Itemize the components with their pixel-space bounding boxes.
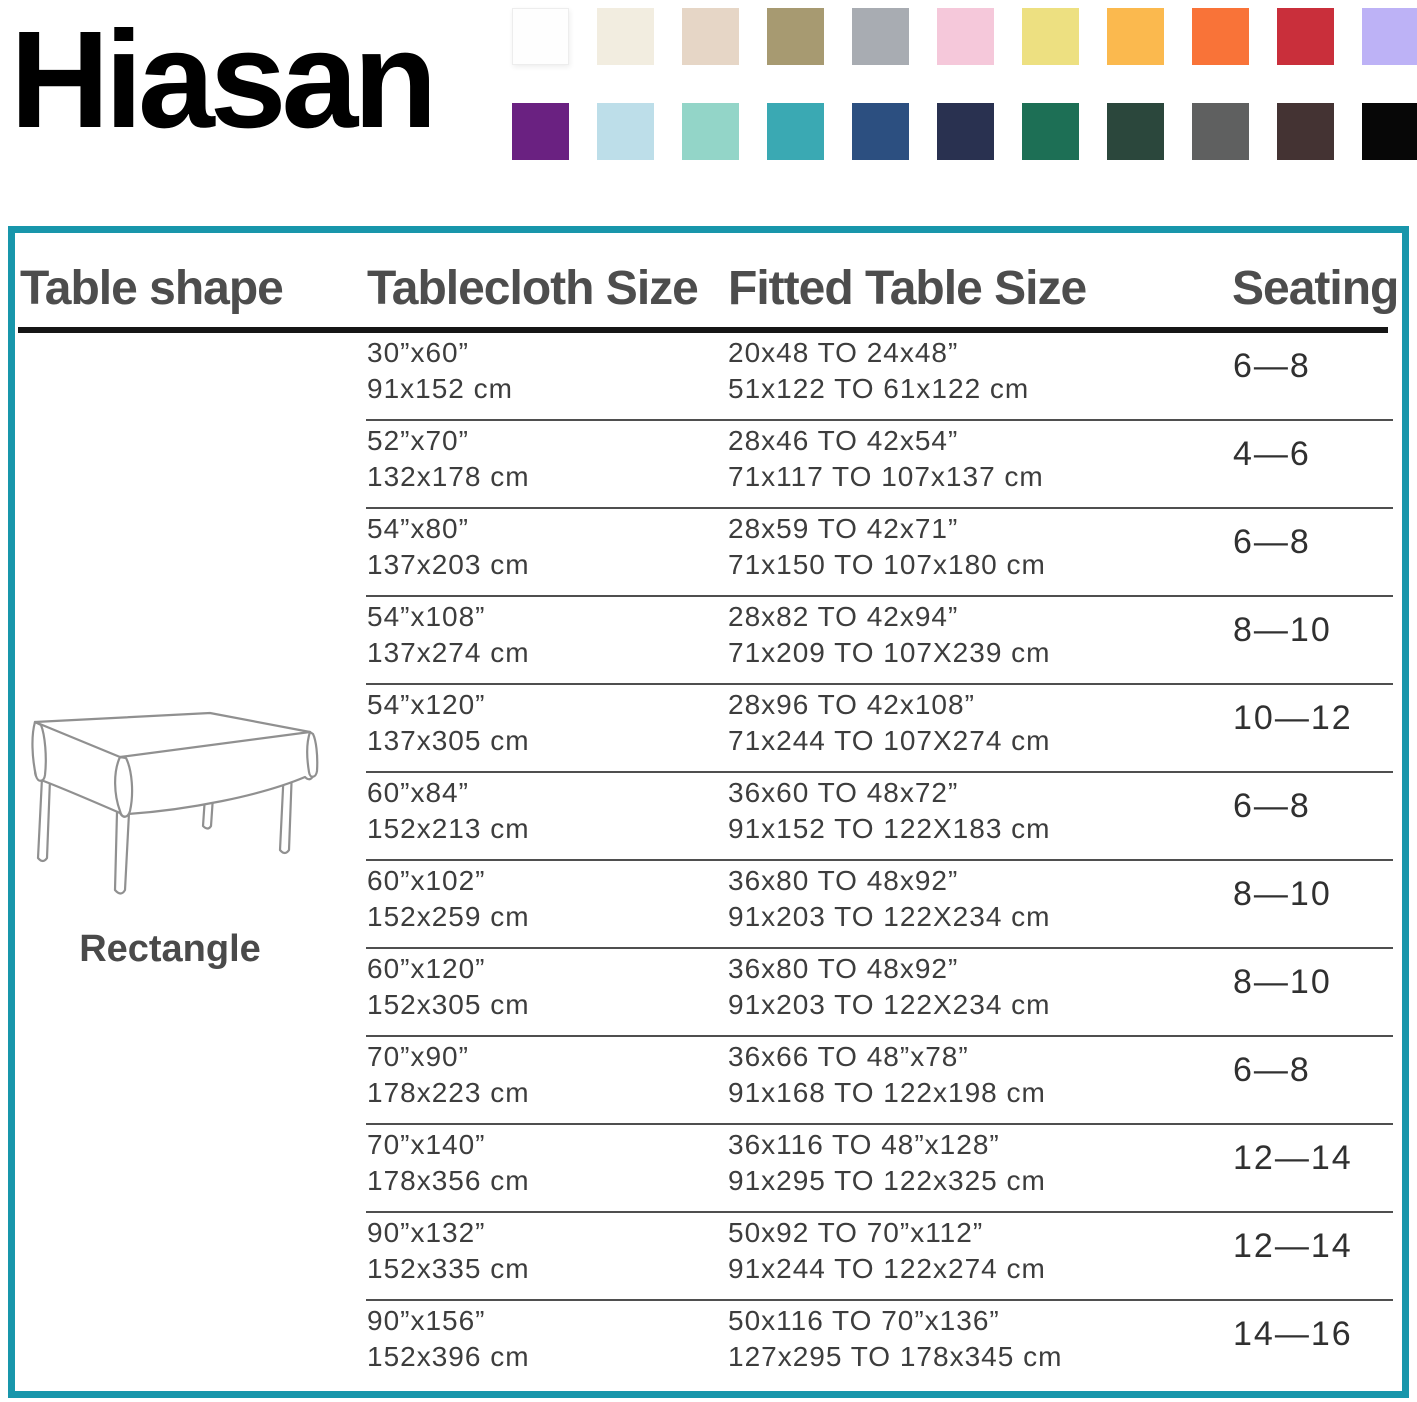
fitted-table-size-cm: 91x203 TO 122X234 cm xyxy=(728,901,1051,932)
swatch-red xyxy=(1277,8,1334,65)
size-chart-panel xyxy=(8,226,1409,1398)
seating-capacity: 8—10 xyxy=(1233,611,1332,649)
seating-capacity: 6—8 xyxy=(1233,1051,1311,1089)
size-chart-rows xyxy=(15,333,1402,1389)
fitted-table-size-inches: 28x46 TO 42x54” xyxy=(728,425,959,456)
column-header-seating: Seating xyxy=(1232,262,1399,315)
tablecloth-size-cm: 152x259 cm xyxy=(367,901,530,932)
fitted-table-size-inches: 20x48 TO 24x48” xyxy=(728,337,959,368)
swatch-light-yellow xyxy=(1022,8,1079,65)
tablecloth-size-cm: 178x356 cm xyxy=(367,1165,530,1196)
brand-logo: Hiasan xyxy=(10,3,433,157)
fitted-table-size-cm: 91x295 TO 122x325 cm xyxy=(728,1165,1046,1196)
seating-capacity: 6—8 xyxy=(1233,347,1311,385)
fitted-table-size-inches: 28x96 TO 42x108” xyxy=(728,689,975,720)
column-header-fitted-table-size: Fitted Table Size xyxy=(728,262,1087,315)
fitted-table-size-inches: 50x92 TO 70”x112” xyxy=(728,1217,984,1248)
seating-capacity: 12—14 xyxy=(1233,1227,1353,1265)
seating-capacity: 6—8 xyxy=(1233,787,1311,825)
column-header-tablecloth-size: Tablecloth Size xyxy=(367,262,698,315)
size-chart-row xyxy=(15,1037,1402,1125)
tablecloth-size-inches: 60”x120” xyxy=(367,953,486,984)
tablecloth-size-inches: 52”x70” xyxy=(367,425,469,456)
swatch-ivory xyxy=(597,8,654,65)
tablecloth-size-inches: 54”x120” xyxy=(367,689,486,720)
seating-capacity: 14—16 xyxy=(1233,1315,1353,1353)
tablecloth-size-cm: 137x203 cm xyxy=(367,549,530,580)
swatch-lavender xyxy=(1362,8,1417,65)
color-swatch-grid xyxy=(512,8,1417,160)
fitted-table-size-inches: 28x82 TO 42x94” xyxy=(728,601,959,632)
swatch-khaki xyxy=(767,8,824,65)
tablecloth-size-inches: 90”x156” xyxy=(367,1305,486,1336)
size-chart-row xyxy=(15,597,1402,685)
tablecloth-size-cm: 91x152 cm xyxy=(367,373,513,404)
fitted-table-size-inches: 36x66 TO 48”x78” xyxy=(728,1041,969,1072)
swatch-white xyxy=(512,8,569,65)
size-chart-row xyxy=(15,861,1402,949)
swatch-marigold xyxy=(1107,8,1164,65)
swatch-teal xyxy=(767,103,824,160)
fitted-table-size-inches: 50x116 TO 70”x136” xyxy=(728,1305,1000,1336)
swatch-dark-green xyxy=(1107,103,1164,160)
fitted-table-size-cm: 91x168 TO 122x198 cm xyxy=(728,1077,1046,1108)
seating-capacity: 8—10 xyxy=(1233,963,1332,1001)
seating-capacity: 8—10 xyxy=(1233,875,1332,913)
tablecloth-size-inches: 60”x102” xyxy=(367,865,486,896)
tablecloth-size-cm: 152x213 cm xyxy=(367,813,530,844)
fitted-table-size-inches: 36x116 TO 48”x128” xyxy=(728,1129,1000,1160)
fitted-table-size-cm: 71x150 TO 107x180 cm xyxy=(728,549,1046,580)
tablecloth-size-cm: 137x305 cm xyxy=(367,725,530,756)
tablecloth-size-inches: 70”x140” xyxy=(367,1129,486,1160)
fitted-table-size-inches: 36x80 TO 48x92” xyxy=(728,865,959,896)
swatch-aqua xyxy=(682,103,739,160)
swatch-black xyxy=(1362,103,1417,160)
size-chart-row xyxy=(15,773,1402,861)
fitted-table-size-cm: 91x152 TO 122X183 cm xyxy=(728,813,1051,844)
seating-capacity: 12—14 xyxy=(1233,1139,1353,1177)
seating-capacity: 10—12 xyxy=(1233,699,1353,737)
swatch-gray xyxy=(852,8,909,65)
tablecloth-size-inches: 54”x80” xyxy=(367,513,469,544)
tablecloth-size-cm: 152x305 cm xyxy=(367,989,530,1020)
swatch-light-blue xyxy=(597,103,654,160)
swatch-dark-gray xyxy=(1192,103,1249,160)
tablecloth-size-inches: 54”x108” xyxy=(367,601,486,632)
tablecloth-size-cm: 132x178 cm xyxy=(367,461,530,492)
tablecloth-size-cm: 152x335 cm xyxy=(367,1253,530,1284)
fitted-table-size-cm: 71x117 TO 107x137 cm xyxy=(728,461,1044,492)
swatch-steel-blue xyxy=(852,103,909,160)
size-chart-row xyxy=(15,421,1402,509)
fitted-table-size-cm: 51x122 TO 61x122 cm xyxy=(728,373,1030,404)
size-chart-row xyxy=(15,509,1402,597)
fitted-table-size-inches: 36x60 TO 48x72” xyxy=(728,777,959,808)
tablecloth-size-cm: 178x223 cm xyxy=(367,1077,530,1108)
swatch-beige xyxy=(682,8,739,65)
seating-capacity: 4—6 xyxy=(1233,435,1311,473)
fitted-table-size-cm: 91x244 TO 122x274 cm xyxy=(728,1253,1046,1284)
tablecloth-size-cm: 152x396 cm xyxy=(367,1341,530,1372)
swatch-dark-brown xyxy=(1277,103,1334,160)
tablecloth-size-inches: 30”x60” xyxy=(367,337,469,368)
tablecloth-size-inches: 70”x90” xyxy=(367,1041,469,1072)
size-chart-row xyxy=(15,1301,1402,1389)
fitted-table-size-cm: 127x295 TO 178x345 cm xyxy=(728,1341,1063,1372)
table-shape-label: Rectangle xyxy=(79,928,261,970)
size-chart-row xyxy=(15,1125,1402,1213)
swatch-green xyxy=(1022,103,1079,160)
swatch-orange xyxy=(1192,8,1249,65)
tablecloth-size-inches: 60”x84” xyxy=(367,777,469,808)
tablecloth-size-cm: 137x274 cm xyxy=(367,637,530,668)
swatch-purple xyxy=(512,103,569,160)
fitted-table-size-inches: 36x80 TO 48x92” xyxy=(728,953,959,984)
size-chart-row xyxy=(15,333,1402,421)
swatch-navy xyxy=(937,103,994,160)
size-chart-row xyxy=(15,1213,1402,1301)
column-header-table-shape: Table shape xyxy=(20,262,283,315)
fitted-table-size-cm: 91x203 TO 122X234 cm xyxy=(728,989,1051,1020)
seating-capacity: 6—8 xyxy=(1233,523,1311,561)
tablecloth-size-inches: 90”x132” xyxy=(367,1217,486,1248)
swatch-pink xyxy=(937,8,994,65)
fitted-table-size-cm: 71x209 TO 107X239 cm xyxy=(728,637,1051,668)
size-chart-row xyxy=(15,949,1402,1037)
size-chart-row xyxy=(15,685,1402,773)
fitted-table-size-inches: 28x59 TO 42x71” xyxy=(728,513,959,544)
fitted-table-size-cm: 71x244 TO 107X274 cm xyxy=(728,725,1051,756)
